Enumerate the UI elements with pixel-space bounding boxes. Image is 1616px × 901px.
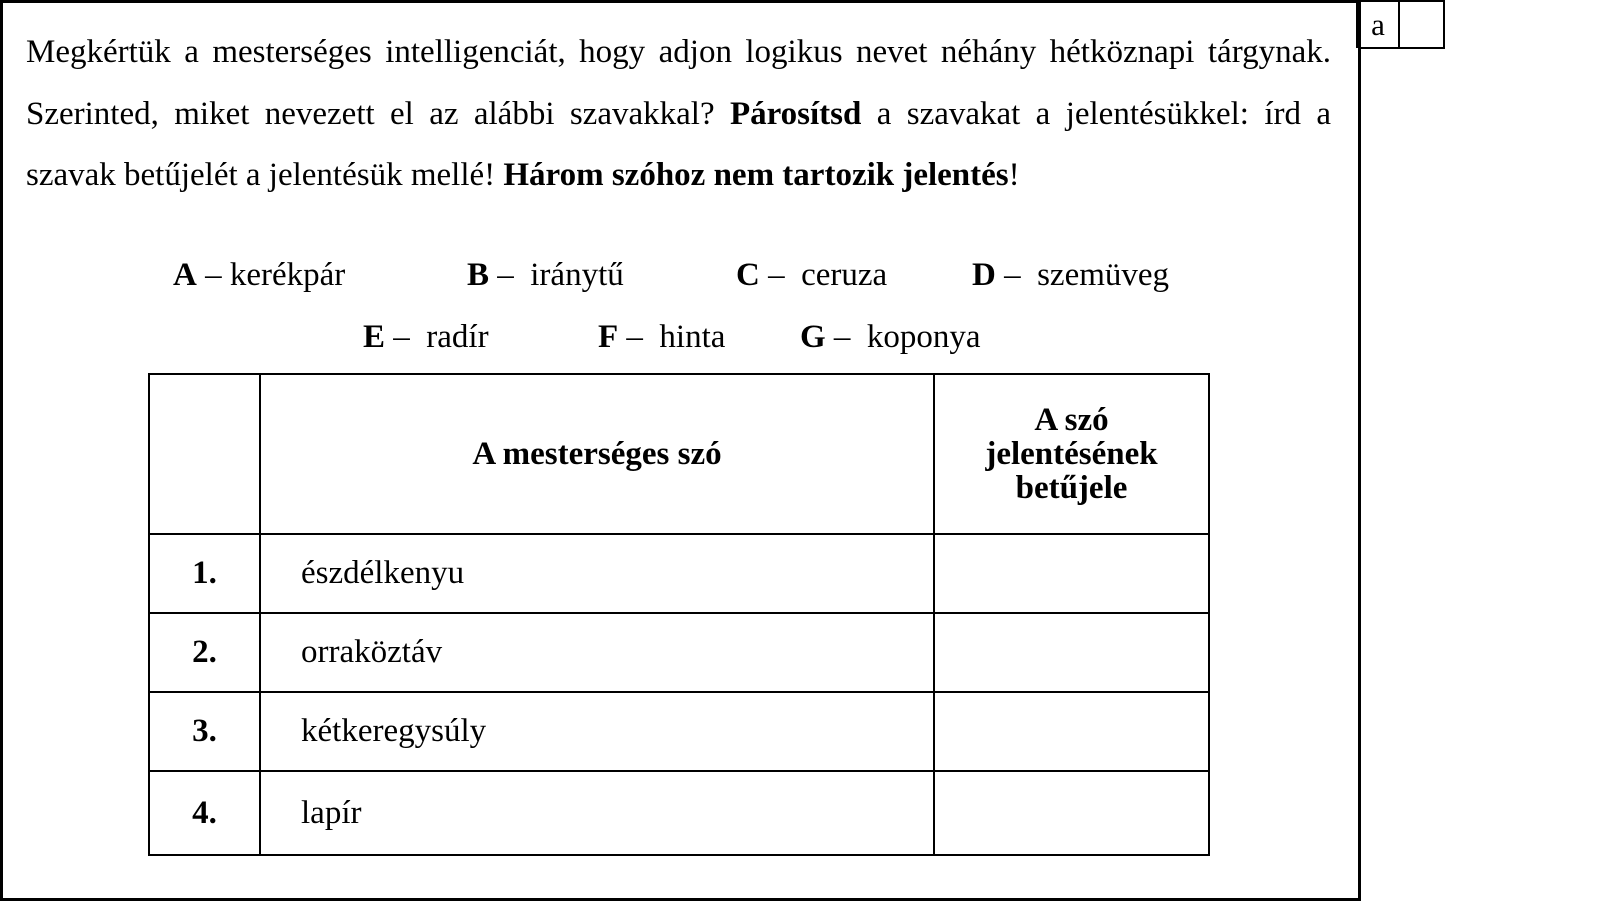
option-letter: C [736, 257, 760, 293]
header-letter-line-1: A szó [1034, 402, 1109, 438]
instructions-bold-2: Három szóhoz nem tartozik jelentés [503, 157, 1009, 193]
score-label: a [1371, 7, 1385, 42]
option-letter: G [800, 319, 826, 355]
option-d [972, 255, 1169, 295]
option-dash: – [618, 319, 660, 355]
option-meaning: koponya [866, 319, 981, 355]
option-dash: – [759, 257, 802, 293]
score-box-bottom-border [1358, 47, 1445, 49]
row-word-text: észdélkenyu [301, 555, 465, 591]
option-meaning: radír [426, 319, 489, 355]
header-letter-line-3: betűjele [1015, 470, 1128, 506]
row-answer-cell[interactable] [934, 771, 1209, 855]
option-letter: B [467, 257, 490, 293]
row-answer-cell[interactable] [934, 534, 1209, 613]
row-number: 1. [149, 534, 260, 613]
table-row [149, 771, 1209, 855]
option-g [800, 317, 981, 357]
option-meaning: hinta [659, 319, 726, 355]
header-word [260, 374, 934, 534]
option-c [736, 255, 887, 295]
instructions-text-2: a szavakat a jelentésükkel: írd a szavak betűjelét a jelentésük mellé! [26, 95, 1331, 193]
option-dash: – [825, 319, 867, 355]
option-meaning: iránytű [530, 257, 624, 293]
option-dash: – [995, 257, 1038, 293]
instructions-bold-1: Párosítsd [729, 95, 862, 132]
instructions-text-1: Megkértük a mesterséges intelligenciát, hogy adjon logikus nevet néhány hétköznapi tárgynak. Szerinted, miket nevezett el az alábbi szavakkal? [26, 34, 1331, 132]
row-word [260, 771, 934, 855]
table-row [149, 534, 1209, 613]
score-value-box[interactable] [1398, 0, 1445, 48]
task-instructions [26, 22, 1331, 207]
option-dash: – [489, 257, 531, 293]
row-word [260, 613, 934, 692]
row-word-text: orraköztáv [301, 634, 443, 670]
score-label-box [1356, 0, 1400, 48]
option-dash: – [196, 257, 230, 293]
table-row [149, 613, 1209, 692]
option-b [467, 255, 624, 295]
option-letter: A [173, 257, 197, 293]
row-answer-cell[interactable] [934, 692, 1209, 771]
option-letter: D [972, 257, 996, 293]
option-meaning: kerékpár [229, 257, 346, 293]
row-word-text: lapír [301, 794, 362, 831]
table-header-row [149, 374, 1209, 534]
option-f [598, 317, 725, 357]
matching-table [148, 373, 1210, 856]
instructions-text-3: ! [1008, 157, 1020, 193]
row-answer-cell[interactable] [934, 613, 1209, 692]
row-number: 4. [149, 771, 260, 855]
row-word [260, 692, 934, 771]
option-dash: – [385, 319, 427, 355]
header-letter-line-2: jelentésének [985, 436, 1158, 472]
option-e [363, 317, 489, 357]
row-word-text: kétkeregysúly [301, 713, 487, 749]
option-letter: E [363, 319, 386, 355]
option-letter: F [598, 319, 619, 355]
option-meaning: ceruza [801, 257, 888, 293]
row-number: 3. [149, 692, 260, 771]
option-meaning: szemüveg [1037, 257, 1170, 293]
header-letter [934, 374, 1209, 534]
row-number: 2. [149, 613, 260, 692]
header-word-label: A mesterséges szó [472, 436, 722, 472]
header-number [149, 374, 260, 534]
row-word [260, 534, 934, 613]
table-row [149, 692, 1209, 771]
option-a [173, 255, 345, 295]
